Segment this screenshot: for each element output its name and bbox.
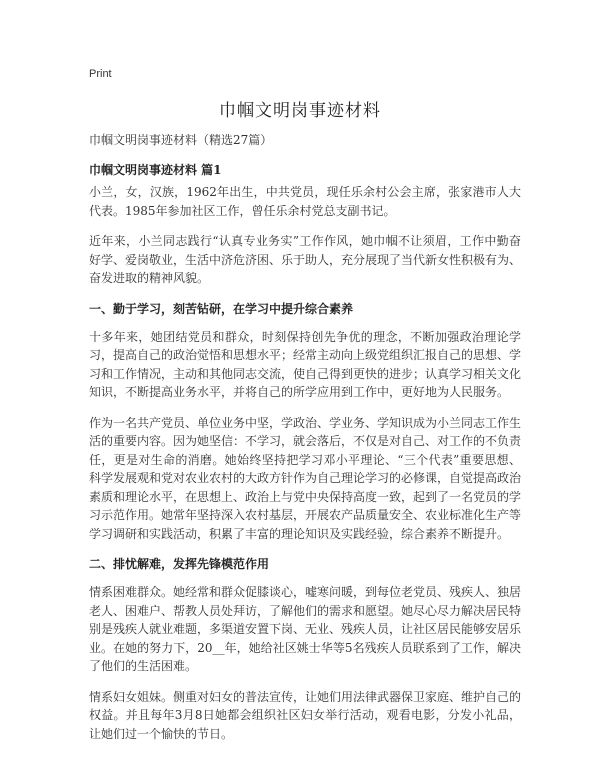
document-title: 巾帼文明岗事迹材料 (219, 101, 381, 121)
paragraph: 十多年来，她团结党员和群众，时刻保持创先争优的理念，不断加强政治理论学习，提高自己的政治觉悟和思想水平；经常主动向上级党组织汇报自己的思想、学习和工作情况，主动和其他同志交流，使自己得到更快的进步；认真学习相关文化知识，不断提高业务水平，并将自己的所学应用到工作中，更好地为人民服务。 (89, 329, 522, 399)
section-title: 巾帼文明岗事迹材料 篇1 (89, 163, 222, 177)
paragraph: 情系困难群众。她经常和群众促膝谈心，嘘寒问暖，到每位老党员、残疾人、独居老人、困难户、帮教人员处拜访，了解他们的需求和愿望。她尽心尽力解决居民特别是残疾人就业难题，多渠道安置下岗、无业、残疾人员，让社区居民能够安居乐业。在她的努力下，20__年，她给社区姚士华等5名残疾人员联系到了工作，解决了他们的生活困难。 (89, 585, 522, 673)
paragraph: 作为一名共产党员、单位业务中坚，学政治、学业务、学知识成为小兰同志工作生活的重要内容。因为她坚信：不学习，就会落后，不仅是对自己、对工作的不负责任，更是对生命的消磨。她始终坚持把学习邓小平理论、“三个代表”重要思想、科学发展观和党对农业农村的大政方针作为自己理论学习的必修课，自觉提高政治素质和理论水平，在思想上、政治上与党中央保持高度一致，起到了一名党员的学习示范作用。她常年坚持深入农村基层，开展农产品质量安全、农业标准化生产等学习调研和实践活动，积累了丰富的理论知识及实践经验，综合素养不断提升。 (89, 415, 522, 541)
article-body (89, 183, 521, 755)
paragraph: 情系妇女姐妹。侧重对妇女的普法宣传，让她们用法律武器保卫家庭、维护自己的权益。并且每年3月8日她都会组织社区妇女举行活动，观看电影，分发小礼品，让她们过一个愉快的节日。 (89, 689, 522, 741)
section-heading-2: 二、排忧解难，发挥先锋模范作用 (89, 557, 270, 571)
paragraph: 小兰，女，汉族，1962年出生，中共党员，现任乐余村公会主席，张家港市人大代表。1985年参加社区工作，曾任乐余村党总支副书记。 (89, 185, 521, 218)
paragraph: 近年来，小兰同志践行“认真专业务实”工作作风，她巾帼不让须眉，工作中勤奋好学、爱岗敬业，生活中济危济困、乐于助人，充分展现了当代新女性积极有为、奋发进取的精神风貌。 (89, 234, 522, 285)
section-heading-1: 一、勤于学习，刻苦钻研，在学习中提升综合素养 (89, 301, 354, 316)
document-subtitle: 巾帼文明岗事迹材料（精选27篇） (89, 133, 273, 147)
print-link[interactable]: Print (89, 68, 112, 80)
